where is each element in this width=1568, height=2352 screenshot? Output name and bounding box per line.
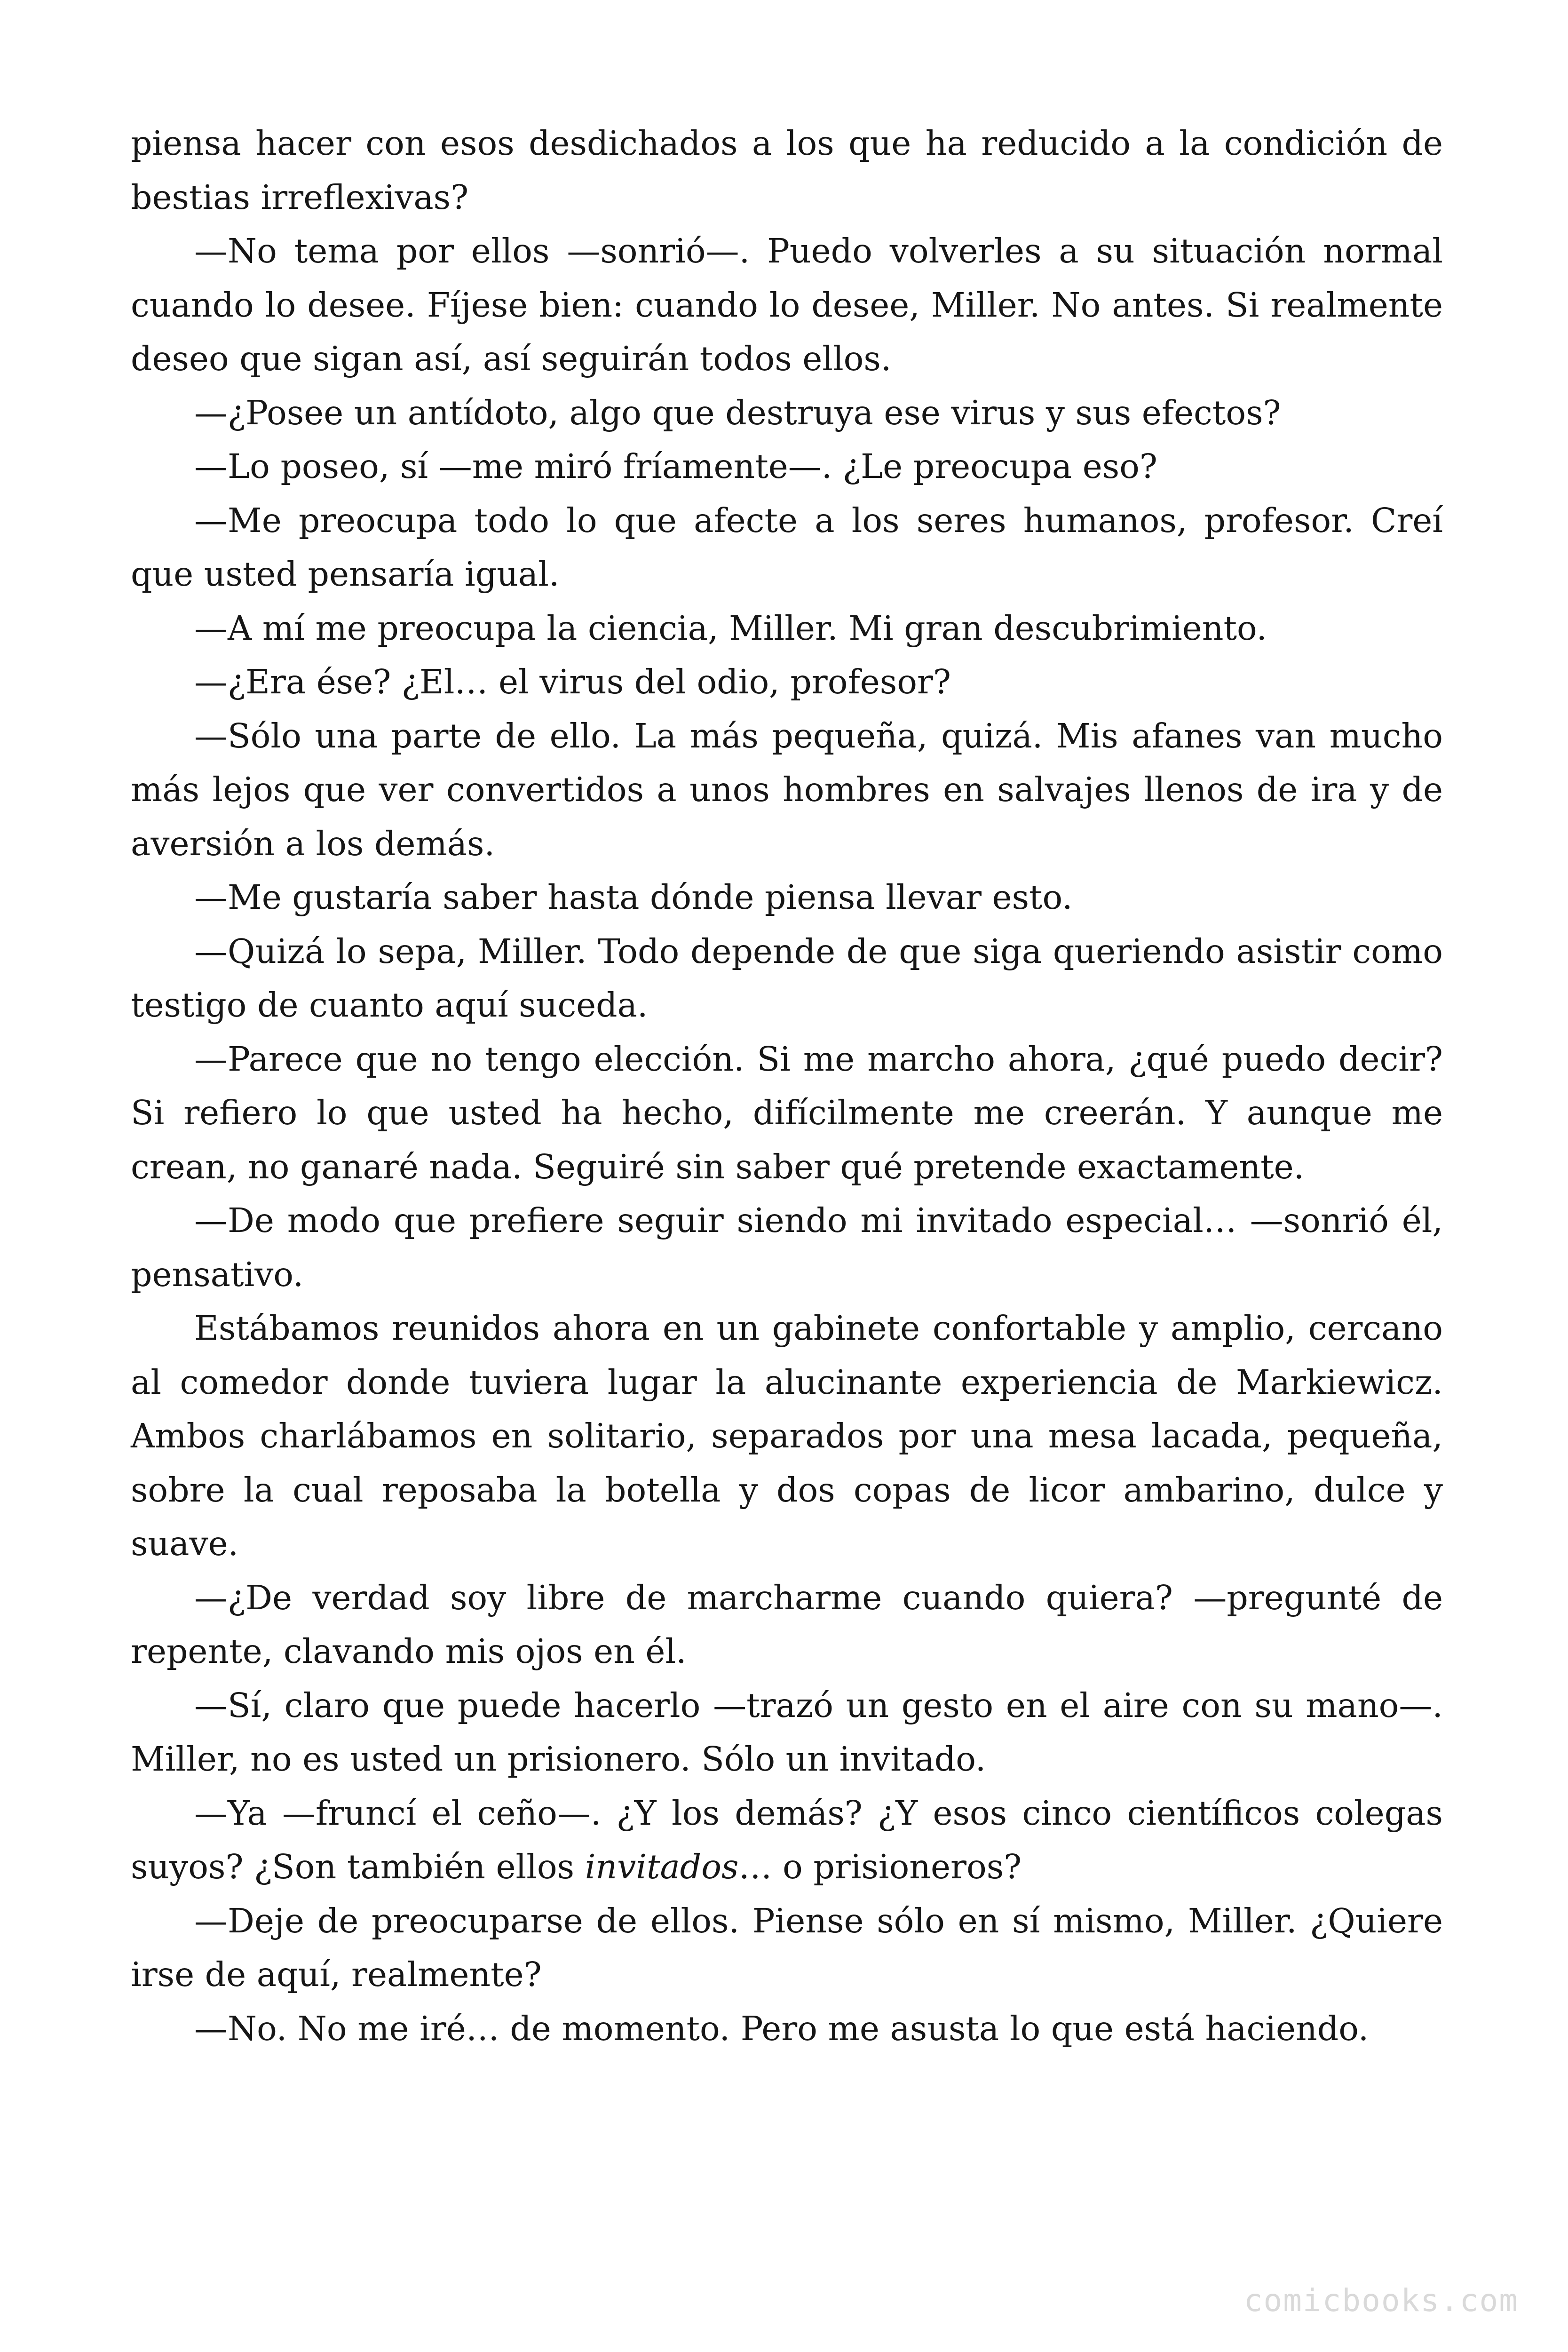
paragraph: —No tema por ellos —sonrió—. Puedo volverles a su situación normal cuando lo desee. Fíjese bien: cuando lo desee, Miller. No antes. Si realmente deseo que sigan así, así seguirán todos ellos. [131,231,1443,378]
paragraph: —¿Posee un antídoto, algo que destruya ese virus y sus efectos? [194,393,1281,432]
paragraph: —A mí me preocupa la ciencia, Miller. Mi gran descubrimiento. [194,608,1267,648]
paragraph: —Sí, claro que puede hacerlo —trazó un gesto en el aire con su mano—. Miller, no es usted un prisionero. Sólo un invitado. [131,1685,1443,1779]
paragraph-text-after: … o prisioneros? [738,1847,1022,1886]
site-watermark: comicbooks.com [1243,2282,1519,2319]
paragraph: —¿De verdad soy libre de marcharme cuando quiera? —pregunté de repente, clavando mis ojos en él. [131,1578,1443,1671]
paragraph-text-before: —Ya —fruncí el ceño—. ¿Y los demás? ¿Y esos cinco científicos colegas suyos? ¿Son también ellos [131,1793,1443,1886]
paragraph: —De modo que prefiere seguir siendo mi invitado especial… —sonrió él, pensativo. [131,1201,1443,1294]
paragraph: Estábamos reunidos ahora en un gabinete confortable y amplio, cercano al comedor donde tuviera lugar la alucinante experiencia de Markiewicz. Ambos charlábamos en solitario, separados por una mesa lacada, pequeña, sobre la cual reposaba la botella y dos copas de licor ambarino, dulce y suave. [131,1309,1443,1563]
paragraph: —Quizá lo sepa, Miller. Todo depende de que siga queriendo asistir como testigo de cuanto aquí suceda. [131,931,1443,1025]
paragraph-with-italic [131,1787,1443,1894]
paragraph: —Deje de preocuparse de ellos. Piense sólo en sí mismo, Miller. ¿Quiere irse de aquí, realmente? [131,1901,1443,1994]
paragraph: —Lo poseo, sí —me miró fríamente—. ¿Le preocupa eso? [194,447,1157,486]
paragraph: —Parece que no tengo elección. Si me marcho ahora, ¿qué puedo decir? Si refiero lo que usted ha hecho, difícilmente me creerán. Y aunque me crean, no ganaré nada. Seguiré sin saber qué pretende exactamente. [131,1039,1443,1186]
paragraph: piensa hacer con esos desdichados a los que ha reducido a la condición de bestias irreflexivas? [131,124,1443,217]
book-page-body [131,117,1443,2056]
paragraph: —Me gustaría saber hasta dónde piensa llevar esto. [194,878,1073,917]
italic-word: invitados [585,1847,739,1886]
paragraph: —¿Era ése? ¿El… el virus del odio, profesor? [194,662,951,701]
paragraph: —Me preocupa todo lo que afecte a los seres humanos, profesor. Creí que usted pensaría igual. [131,501,1443,594]
paragraph: —Sólo una parte de ello. La más pequeña, quizá. Mis afanes van mucho más lejos que ver convertidos a unos hombres en salvajes llenos de ira y de aversión a los demás. [131,716,1443,863]
paragraph: —No. No me iré… de momento. Pero me asusta lo que está haciendo. [194,2009,1369,2048]
